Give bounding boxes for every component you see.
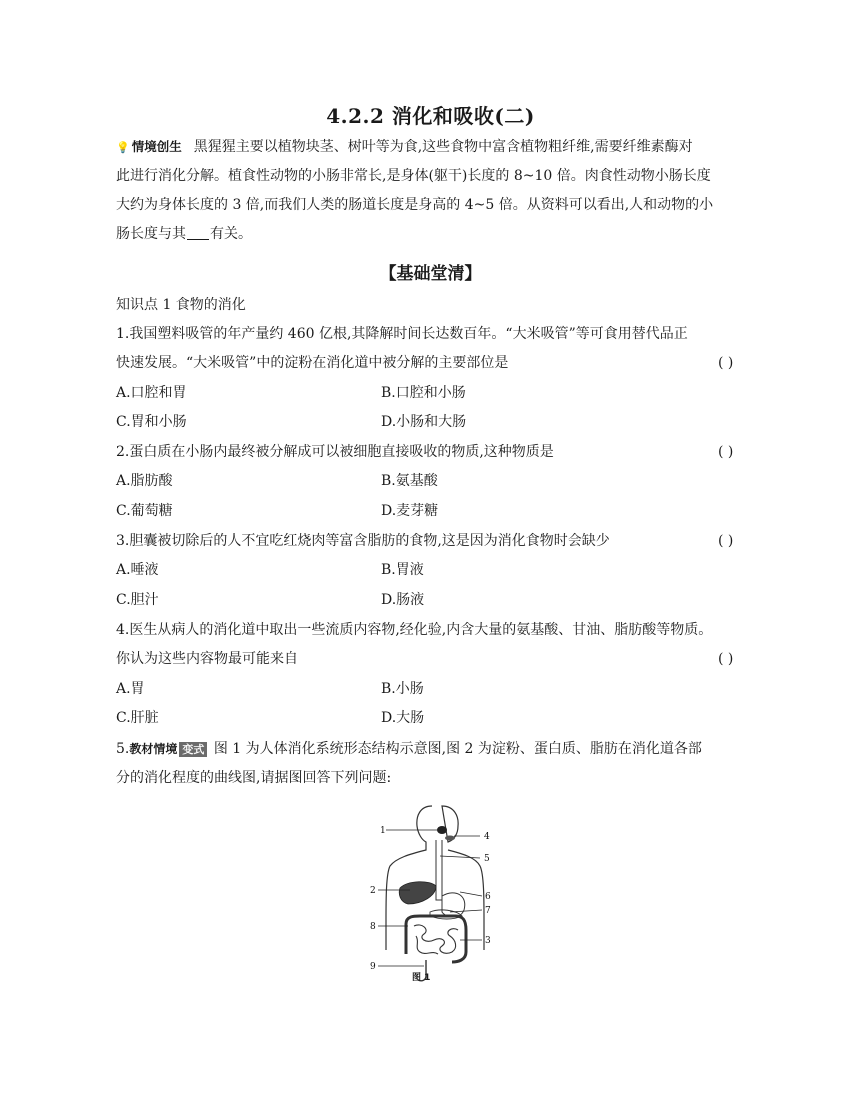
q3-option-c: C.胆汁 [116,592,159,608]
label-3: 3 [485,936,491,946]
q4-option-d: D.大肠 [381,710,425,726]
q1-answer-paren[interactable]: ( ) [718,355,734,371]
mouth [445,836,455,841]
q4-stem-1: 4.医生从病人的消化道中取出一些流质内容物,经化验,内含大量的氨基酸、甘油、脂肪酸等物质。 [116,622,713,638]
q1-stem-2: 快速发展。“大米吸管”中的淀粉在消化道中被分解的主要部位是 [116,355,509,371]
q3-option-b: B.胃液 [381,562,424,578]
esophagus [436,840,442,900]
scene-text-1: 黑猩猩主要以植物块茎、树叶等为食,这些食物中富含植物粗纤维,需要纤维素酶对 [193,139,693,155]
q4-stem-2: 你认为这些内容物最可能来自 [116,651,298,667]
q5-stem-2: 分的消化程度的曲线图,请据图回答下列问题: [116,770,392,786]
stomach [442,893,465,917]
label-9: 9 [370,962,376,972]
answer-blank[interactable] [187,225,209,240]
q1-option-b: B.口腔和小肠 [381,385,466,401]
q2-stem: 2.蛋白质在小肠内最终被分解成可以被细胞直接吸收的物质,这种物质是 [116,444,554,460]
section-title: 【基础堂清】 [379,264,482,284]
textbook-context-tag: 教材情境 [129,742,178,756]
scene-line-1 [116,137,693,158]
q2-option-c: C.葡萄糖 [116,503,173,519]
label-7: 7 [485,906,491,916]
q3-option-a: A.唾液 [116,562,159,578]
label-8: 8 [370,922,376,932]
figure-caption: 图 1 [412,973,431,983]
q4-answer-paren[interactable]: ( ) [718,651,734,667]
q1-stem-1: 1.我国塑料吸管的年产量约 460 亿根,其降解时间长达数百年。“大米吸管”等可食用替代品正 [116,326,688,342]
page-title: 4.2.2 消化和吸收(二) [326,104,535,128]
q4-option-c: C.肝脏 [116,710,159,726]
small-intestine [414,925,458,954]
lightbulb-icon: 💡 [116,141,130,154]
q2-answer-paren[interactable]: ( ) [718,444,734,460]
label-4: 4 [484,832,490,842]
q2-option-a: A.脂肪酸 [116,473,173,489]
knowledge-point: 知识点 1 食物的消化 [116,297,246,313]
q4-option-a: A.胃 [116,681,145,697]
scene-tag: 💡 情境创生 [116,139,182,154]
label-6: 6 [485,892,491,902]
q2-option-b: B.氨基酸 [381,473,438,489]
q1-option-c: C.胃和小肠 [116,414,187,430]
q1-option-a: A.口腔和胃 [116,385,187,401]
digestive-system-diagram [360,800,500,990]
liver [399,882,436,904]
q1-option-d: D.小肠和大肠 [381,414,467,430]
q2-option-d: D.麦芽糖 [381,503,439,519]
q5-stem-1: 5.教材情境 变式 图 1 为人体消化系统形态结构示意图,图 2 为淀粉、蛋白质、脂肪在消化道各部 [116,741,702,757]
scene-line-2: 此进行消化分解。植食性动物的小肠非常长,是身体(躯干)长度的 8~10 倍。肉食性动物小肠长度 [116,168,711,184]
label-2: 2 [370,886,376,896]
label-1: 1 [380,826,386,836]
scene-line-4: 肠长度与其 有关。 [116,226,252,242]
q3-option-d: D.肠液 [381,592,425,608]
variant-tag: 变式 [179,742,207,757]
scene-line-3: 大约为身体长度的 3 倍,而我们人类的肠道长度是身高的 4~5 倍。从资料可以看出,人和动物的小 [116,197,714,213]
q4-option-b: B.小肠 [381,681,424,697]
q3-stem: 3.胆囊被切除后的人不宜吃红烧肉等富含脂肪的食物,这是因为消化食物时会缺少 [116,533,610,549]
label-5: 5 [484,854,490,864]
body-outline [386,806,484,950]
q3-answer-paren[interactable]: ( ) [718,533,734,549]
